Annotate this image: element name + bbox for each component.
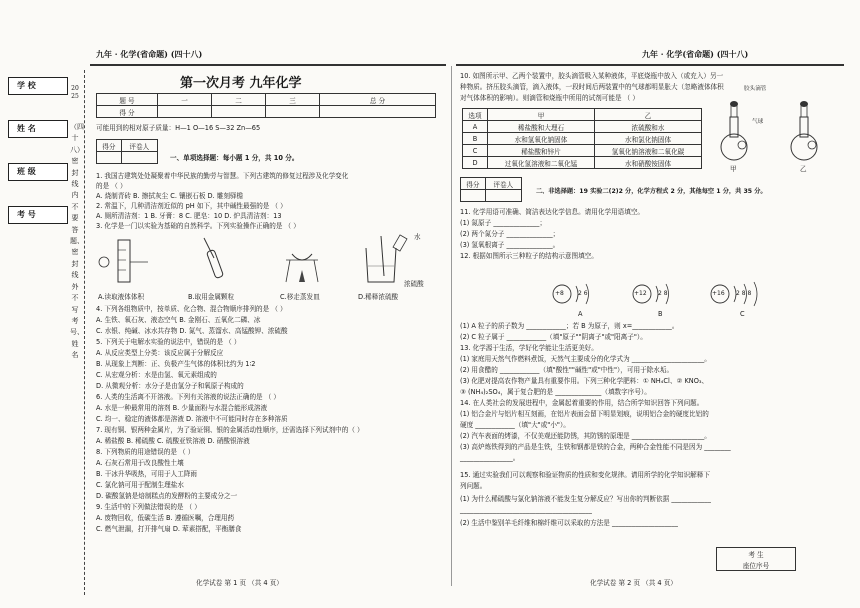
exam-number-box[interactable] [8,206,68,224]
grader-score: 得分 [461,178,486,190]
question-line: 种物质。挤压胶头滴管，滴入液体，一段时间后两装置中的气球都明显胀大（忽略液体体积 [460,83,724,91]
seat-label: 考 生 [717,548,796,560]
q11-block [460,208,644,260]
grader-score: 得分 [97,140,122,152]
atom-c-nucleus: +16 [712,290,725,297]
score-cell[interactable] [158,106,212,118]
atomic-mass-note: 可能用到的相对原子质量：H—1 O—16 S—32 Zn—65 [96,124,261,132]
question-line: A. 稀盐酸 B. 稀硫酸 C. 硫酸亚铁溶液 D. 硝酸银溶液 [96,437,250,445]
questions-4-9 [96,305,364,533]
table-row [463,133,702,145]
question-line: C. 均一、稳定的液体都是溶液 D. 溶液中不可能同时存在多种溶质 [96,415,288,423]
table-cell: 氢氧化钠溶液和二氧化碳 [595,145,702,157]
score-header-cell: 三 [266,94,320,106]
atom-b-label: B [658,310,663,318]
question-line: 7. 现有铜、银两种金属片，为了验证铜、银的金属活动性顺序，还需选择下列试剂中的（ ） [96,426,364,434]
sidebar-year: 2025 [71,85,79,100]
table-cell: 水和硝酸铵固体 [595,157,702,169]
q3-label-water: 水 [414,233,421,241]
question-line: A. 废物回收，低碳生活 B. 遵循医嘱，合理用药 [96,514,235,522]
question-line: 15. 通过实验我们可以观察和验证物质的性质和变化规律。请用所学的化学知识解释下 [460,471,710,479]
table-row [463,157,702,169]
table-cell: B [463,133,488,145]
seat-label: 座位序号 [717,559,796,571]
table-cell: 水和氢氧化钠固体 [488,133,595,145]
test-tube-icon [204,238,224,279]
answer-line[interactable]: (2) 汽车表面的烤漆，不仅美观还能防锈，其防锈的原理是 ______________________。 [460,432,711,440]
answer-line[interactable]: (2) 生活中鉴别羊毛纤维和棉纤维可以采取的方法是 ____________________ [460,519,678,527]
answer-line[interactable]: ③ (NH₄)₂SO₄，属于复合肥的是 ______________（填数字序号）。 [460,388,651,396]
header-left: 九年 · 化学(省命题) (四十八) [96,49,203,59]
answer-line[interactable]: (2) 两个氮分子 ______________； [460,230,560,238]
answer-line[interactable]: 硬度 ____________（填"大"或"小"）。 [460,421,570,429]
score-header-cell: 二 [212,94,266,106]
question-line: 5. 下列关于电解水实验的说法中，错误的是 （ ） [96,338,241,346]
answer-line[interactable]: (3) 氢氧根离子 ______________。 [460,241,560,249]
question-line: 10. 如图所示甲、乙两个装置中，胶头滴管吸入某种液体，平底烧瓶中放入（或充入）另一 [460,72,724,80]
header-right: 九年 · 化学(省命题) (四十八) [642,49,749,59]
answer-line[interactable]: ________________________________________ [460,506,592,514]
question-line: (1) 铝合金片与铝片相互刻画，在铝片表面会留下明显划痕，说明铝合金的硬度比铝的 [460,410,709,418]
question-line: 11. 化学用语可准确、简洁表达化学信息。请用化学用语填空。 [460,208,645,216]
section2-heading: 二、非选择题：19 实验二(2)2 分，化学方程式 2 分，其他每空 1 分，共 35 分。 [536,188,767,195]
question-line: A. 水是一种最常用的溶剂 B. 少量面粉与水混合能形成溶液 [96,404,268,412]
sidebar-seal-text: （四十八）密封线内不要答题、密封线外不写考号、姓名 [70,123,84,360]
question-line: C. 从宏观分析：水是由氢、氧元素组成的 [96,371,217,379]
score-row-label: 得 分 [97,106,158,118]
name-label: 姓 名 [17,123,36,133]
atom-a-label: A [578,310,583,318]
table-cell: D [463,157,488,169]
q10-apparatus [708,95,838,175]
seat-number-box[interactable] [716,547,796,571]
table-header: 甲 [488,109,595,121]
score-header-cell: 一 [158,94,212,106]
question-line: 8. 下列物质的用途错误的是 （ ） [96,448,195,456]
question-line: A. 厕所清洁剂：1 B. 牙膏：8 C. 肥皂：10 D. 炉具清洁剂：13 [96,212,282,220]
q10-table [462,108,702,169]
q3-label-acid: 浓硫酸 [404,280,424,288]
grader-cell[interactable] [121,152,157,164]
table-row [463,145,702,157]
grader-name: 评卷人 [121,140,157,152]
score-cell[interactable] [212,106,266,118]
answer-line[interactable]: (1) 家庭用天然气作燃料煮饭，天然气主要成分的化学式为 ______________________。 [460,355,711,363]
q3-option-a: A.读取液体体积 [98,293,145,301]
q3-option-d: D.稀释浓硫酸 [358,293,399,301]
page2-footer: 化学试卷 第 2 页 （共 4 页） [590,579,677,587]
table-row [463,121,702,133]
page1-footer: 化学试卷 第 1 页 （共 4 页） [196,579,283,587]
question-line: 的是 （ ） [96,182,127,190]
answer-line[interactable]: ________________。 [460,454,520,462]
beaker-icon [366,235,407,282]
question-line: 列问题。 [460,482,487,490]
question-line: A. 从反应类型上分类：该反应属于分解反应 [96,349,224,357]
q3-option-c: C.移走蒸发皿 [280,293,320,301]
question-line: B. 从现象上判断：正、负极产生气体的体积比约为 1∶2 [96,360,256,368]
question-line: C. 燃气泄漏，打开排气扇 D. 荤素搭配，平衡膳食 [96,525,242,533]
question-line: D. 碳酸氢钠是焙制糕点的发酵粉的主要成分之一 [96,492,238,500]
q3-illustrations [96,232,441,292]
q12-q15-block [460,322,731,527]
table-cell: 稀盐酸和锌片 [488,145,595,157]
seal-line [84,70,85,595]
table-header: 乙 [595,109,702,121]
page1-title: 第一次月考 九年化学 [180,76,302,91]
question-line: 9. 生活中的下列做法错误的是 （ ） [96,503,201,511]
name-box[interactable] [8,120,68,138]
atom-diagrams [550,274,800,322]
question-line: 6. 人类的生活离不开溶液。下列有关溶液的说法正确的是 （ ） [96,393,281,401]
question-line: 对气体体积的影响）。则滴管和烧瓶中所用的试剂可能是 （ ） [460,94,639,102]
flask-jia-icon [721,101,747,160]
atom-b-shells: 2 8 [658,290,668,297]
apparatus-dropper-label: 胶头滴管 [744,86,767,92]
score-header-cell: 总 分 [320,94,436,106]
score-cell[interactable] [266,106,320,118]
score-table [96,93,436,118]
question-line: A. 烧制青砖 B. 擦拭灰尘 C. 镶嵌石板 D. 雕刻驿檐 [96,192,244,200]
page-divider [451,66,452,586]
question-line: A. 生铁、氧石灰、液态空气 B. 金刚石、五氧化二磷、冰 [96,316,261,324]
atom-c-shells: 2 8 8 [736,290,752,297]
atom-a-shells: 2 6 [578,290,588,297]
q3-option-b: B.取用金属颗粒 [188,293,235,301]
table-cell: C [463,145,488,157]
answer-line[interactable]: (1) 为什么稀硫酸与氯化钠溶液不能发生复分解反应？写出你的判断依据 ____________ [460,495,711,503]
question-line: D. 从微观分析：水分子是由氢分子和氧原子构成的 [96,382,244,390]
score-cell[interactable] [320,106,436,118]
table-cell: 过氧化氢溶液和二氧化锰 [488,157,595,169]
grader-box-1 [96,139,158,164]
evaporating-dish-icon [286,254,318,282]
answer-line[interactable]: (1) A 粒子的质子数为 ____________；若 B 为原子，则 x=____________。 [460,322,679,330]
apparatus-jia-label: 甲 [730,165,737,173]
question-line: 3. 化学是一门以实验为基础的自然科学。下列实验操作正确的是 （ ） [96,222,300,230]
grader-box-2 [460,177,522,202]
grader-cell[interactable] [97,152,122,164]
atom-c-label: C [740,310,745,318]
table-cell: 稀盐酸和大理石 [488,121,595,133]
questions-1-3 [96,172,348,230]
question-line: 13. 化学源于生活，学好化学能让生活更美好。 [460,344,598,352]
answer-line[interactable]: (2) 用食醋的 ____________（填"酸性""碱性"或"中性"），可用于除水垢。 [460,366,674,374]
school-box [8,77,68,95]
question-line: 1. 我国古建筑处处凝聚着中华民族的勤劳与智慧。下列古建筑的修复过程涉及化学变化 [96,172,349,180]
flask-yi-icon [791,101,817,160]
header-rule-right [456,64,844,66]
exam-number-label: 考 号 [17,209,36,219]
answer-line[interactable]: (1) 氮原子 ______________； [460,219,547,227]
atom-a-nucleus: +8 [555,290,564,297]
question-line: (3) 化肥对提高农作物产量具有重要作用。下列三种化学肥料：① NH₄Cl、② KNO₃、 [460,377,709,385]
section1-heading: 一、单项选择题：每小题 1 分，共 10 分。 [170,154,299,162]
answer-line[interactable]: (3) 高炉炼铁得到的产品是生铁，生铁和钢都是铁的合金，两种合金性能不同是因为 ________ [460,443,731,451]
question-line: 12. 根据如图所示三种粒子的结构示意图填空。 [460,252,598,260]
table-header: 选项 [463,109,488,121]
table-cell: A [463,121,488,133]
class-box[interactable] [8,163,68,181]
question-line: 4. 下列各组物质中，按单质、化合物、混合物顺序排列的是 （ ） [96,305,287,313]
question-line: C. 水银、纯碱、冰水共存物 D. 氮气、蒸馏水、高锰酸钾、浓硫酸 [96,327,288,335]
class-label: 班 级 [17,166,36,176]
question-line: 14. 在人类社会的发展进程中，金属起着重要的作用，结合所学知识回答下列问题。 [460,399,704,407]
cylinder-icon [99,240,148,282]
apparatus-yi-label: 乙 [800,165,807,173]
grader-name: 评卷人 [485,178,521,190]
grader-cell[interactable] [461,190,486,202]
table-cell: 浓硫酸和水 [595,121,702,133]
question-line: C. 氯化钠可用于配制生理盐水 [96,481,184,489]
question-line: A. 石灰石常用于改良酸性土壤 [96,459,184,467]
question-line: 2. 常温下，几种清洁剂近似的 pH 如下，其中碱性最强的是 （ ） [96,202,287,210]
atom-b-nucleus: +12 [634,290,647,297]
table-cell: 水和氯化钠固体 [595,133,702,145]
score-header-cell: 题 号 [97,94,158,106]
question-line: B. 干冰升华吸热，可用于人工降雨 [96,470,198,478]
header-rule-left [90,64,446,66]
grader-cell[interactable] [485,190,521,202]
school-label: 学 校 [17,80,36,90]
answer-line[interactable]: (2) C 粒子属于 ____________（填"原子""阴离子"或"阳离子"）。 [460,333,647,341]
q10-text [460,72,724,102]
apparatus-balloon-label: 气球 [752,119,764,125]
